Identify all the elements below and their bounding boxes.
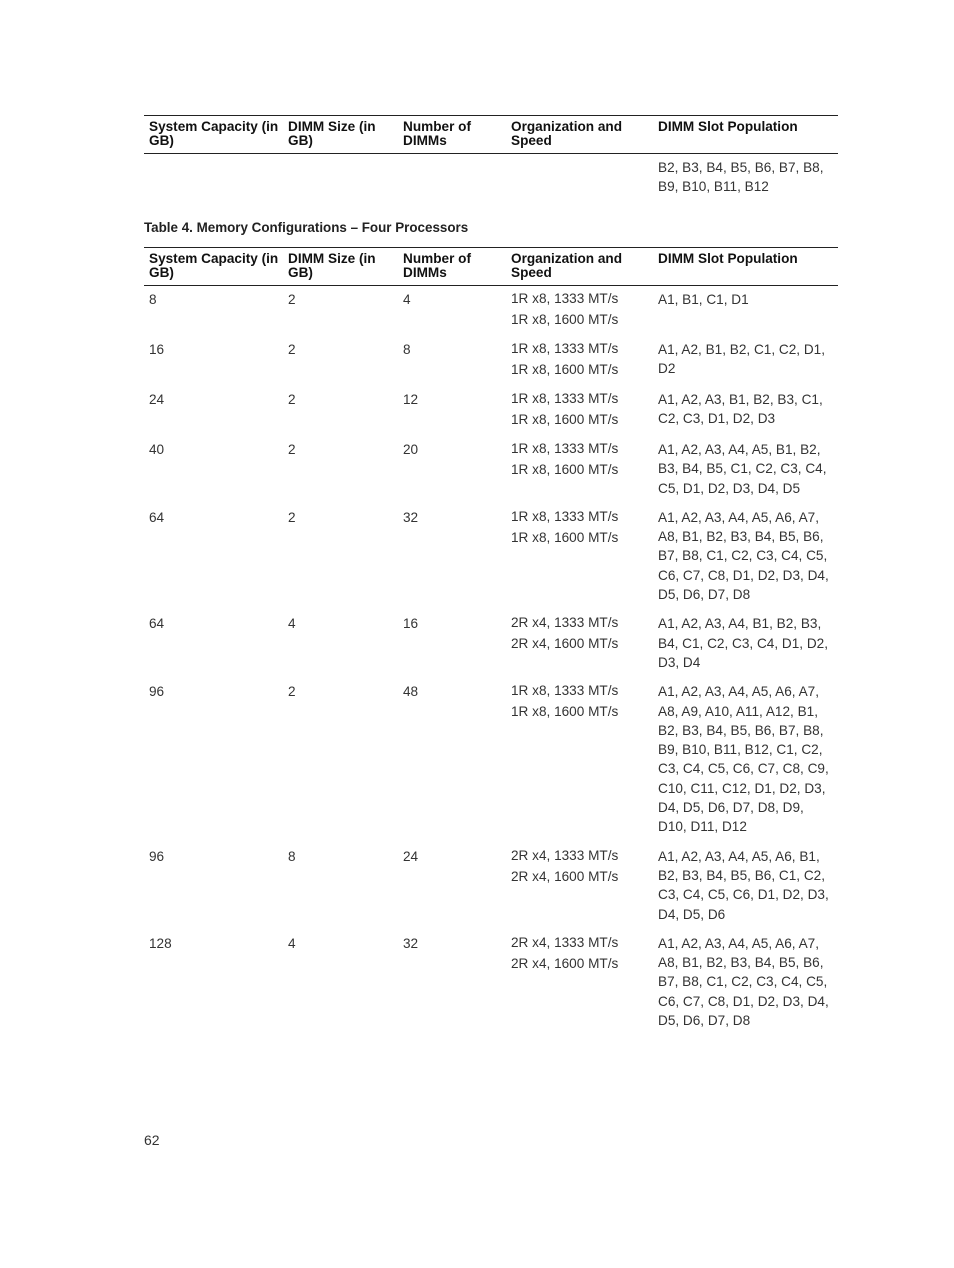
speed-line: 1R x8, 1333 MT/s (511, 683, 619, 699)
table-header-row (144, 248, 838, 286)
dimm-count-cell: 16 (403, 616, 419, 632)
speed-line: 1R x8, 1333 MT/s (511, 508, 619, 524)
organization-speed-cell (506, 336, 653, 386)
speed-line: 1R x8, 1600 MT/s (511, 529, 619, 545)
header-organization-speed: Organization and Speed (506, 248, 653, 286)
dimm-count-cell: 20 (403, 442, 419, 457)
header-dimm-size: DIMM Size (in GB) (283, 248, 398, 286)
dimm-count-cell: 32 (403, 935, 419, 951)
header-system-capacity: System Capacity (in GB) (144, 248, 283, 286)
capacity-cell: 16 (149, 342, 165, 357)
organization-speed-cell (506, 930, 653, 1036)
dimm-size-cell (283, 154, 398, 197)
slot-population-cell: A1, A2, A3, A4, A5, B1, B2, B3, B4, B5, C1, C2, C3, C4, C5, D1, D2, D3, D4, D5 (658, 442, 827, 496)
capacity-cell: 64 (149, 509, 165, 525)
dimm-size-cell: 2 (288, 509, 296, 525)
table-row (144, 678, 838, 842)
dimm-size-cell: 4 (288, 616, 296, 632)
table-row (144, 930, 838, 1036)
table-row (144, 504, 838, 610)
dimm-count-cell: 12 (403, 392, 419, 407)
organization-speed-cell (506, 286, 653, 337)
table-row (144, 436, 838, 504)
dimm-size-cell: 2 (288, 684, 296, 700)
slot-population-cell: A1, A2, A3, A4, A5, A6, A7, A8, B1, B2, B3, B4, B5, B6, B7, B8, C1, C2, C3, C4, C5, C6, C7, C8, D1, D2, D3, D4, D5, D6, D7, D8 (658, 509, 829, 603)
capacity-cell: 128 (149, 935, 172, 951)
organization-speed-cell (506, 504, 653, 610)
dimm-size-cell: 8 (288, 848, 296, 864)
dimm-count-cell: 32 (403, 509, 419, 525)
dimm-count-cell (398, 154, 506, 197)
table-row (144, 386, 838, 436)
capacity-cell: 8 (149, 292, 157, 307)
capacity-cell: 64 (149, 616, 165, 632)
speed-line: 2R x4, 1600 MT/s (511, 868, 619, 884)
page-number: 62 (144, 1132, 160, 1148)
speed-line: 1R x8, 1600 MT/s (511, 412, 619, 427)
dimm-count-cell: 4 (403, 292, 411, 307)
table-body (144, 286, 838, 1037)
header-organization-speed: Organization and Speed (506, 116, 653, 154)
organization-speed-cell (506, 678, 653, 842)
header-system-capacity: System Capacity (in GB) (144, 116, 283, 154)
speed-line: 1R x8, 1600 MT/s (511, 704, 619, 720)
table-body (144, 154, 838, 197)
header-dimm-size: DIMM Size (in GB) (283, 116, 398, 154)
slot-population-cell: A1, A2, A3, B1, B2, B3, C1, C2, C3, D1, D2, D3 (658, 392, 823, 427)
speed-line: 1R x8, 1333 MT/s (511, 291, 619, 306)
slot-population-cell: B2, B3, B4, B5, B6, B7, B8, B9, B10, B11, B12 (658, 160, 824, 195)
dimm-size-cell: 2 (288, 392, 296, 407)
header-dimm-slot-population: DIMM Slot Population (653, 116, 838, 154)
speed-line: 1R x8, 1333 MT/s (511, 391, 619, 406)
header-dimm-slot-population: DIMM Slot Population (653, 248, 838, 286)
speed-line: 1R x8, 1600 MT/s (511, 362, 619, 377)
dimm-count-cell: 24 (403, 848, 419, 864)
speed-line: 1R x8, 1600 MT/s (511, 462, 619, 477)
organization-speed-cell (506, 386, 653, 436)
capacity-cell: 96 (149, 684, 165, 700)
memory-table-continued (144, 115, 838, 197)
slot-population-cell: A1, A2, A3, A4, A5, A6, A7, A8, A9, A10, A11, A12, B1, B2, B3, B4, B5, B6, B7, B8, B9, B10, B11, B12, C1, C2, C3, C4, C5, C6, C7, C8, C9, C10, C11, C12, D1, D2, D3, D4, D5, D6, D7, D8, D9, D10, D11, D12 (658, 684, 829, 835)
slot-population-cell: A1, A2, B1, B2, C1, C2, D1, D2 (658, 342, 825, 377)
speed-line: 2R x4, 1333 MT/s (511, 615, 619, 631)
organization-speed-cell (506, 843, 653, 930)
slot-population-cell: A1, B1, C1, D1 (658, 292, 749, 307)
capacity-cell: 40 (149, 442, 165, 457)
organization-speed-cell (506, 154, 653, 197)
speed-line: 1R x8, 1333 MT/s (511, 341, 619, 356)
slot-population-cell: A1, A2, A3, A4, B1, B2, B3, B4, C1, C2, C3, C4, D1, D2, D3, D4 (658, 616, 828, 670)
memory-table-four-processors (144, 247, 838, 1036)
capacity-cell (144, 154, 283, 197)
table-header-row (144, 116, 838, 154)
speed-line: 2R x4, 1600 MT/s (511, 955, 619, 971)
dimm-size-cell: 4 (288, 935, 296, 951)
organization-speed-cell (506, 436, 653, 504)
capacity-cell: 24 (149, 392, 165, 407)
speed-line: 2R x4, 1600 MT/s (511, 636, 619, 652)
organization-speed-cell (506, 610, 653, 678)
dimm-size-cell: 2 (288, 442, 296, 457)
dimm-count-cell: 48 (403, 684, 419, 700)
dimm-size-cell: 2 (288, 292, 296, 307)
table-row (144, 843, 838, 930)
speed-line: 1R x8, 1600 MT/s (511, 312, 619, 327)
capacity-cell: 96 (149, 848, 165, 864)
table-row (144, 336, 838, 386)
header-number-of-dimms: Number of DIMMs (398, 116, 506, 154)
table-row (144, 610, 838, 678)
slot-population-cell: A1, A2, A3, A4, A5, A6, B1, B2, B3, B4, B5, B6, C1, C2, C3, C4, C5, C6, D1, D2, D3, D4, D5, D6 (658, 848, 829, 922)
speed-line: 1R x8, 1333 MT/s (511, 441, 619, 456)
speed-line: 2R x4, 1333 MT/s (511, 847, 619, 863)
header-number-of-dimms: Number of DIMMs (398, 248, 506, 286)
table-caption: Table 4. Memory Configurations – Four Processors (144, 220, 469, 235)
slot-population-cell: A1, A2, A3, A4, A5, A6, A7, A8, B1, B2, B3, B4, B5, B6, B7, B8, C1, C2, C3, C4, C5, C6, C7, C8, D1, D2, D3, D4, D5, D6, D7, D8 (658, 935, 829, 1029)
dimm-size-cell: 2 (288, 342, 296, 357)
speed-line: 2R x4, 1333 MT/s (511, 934, 619, 950)
table-row (144, 154, 838, 197)
table-row (144, 286, 838, 337)
dimm-count-cell: 8 (403, 342, 411, 357)
